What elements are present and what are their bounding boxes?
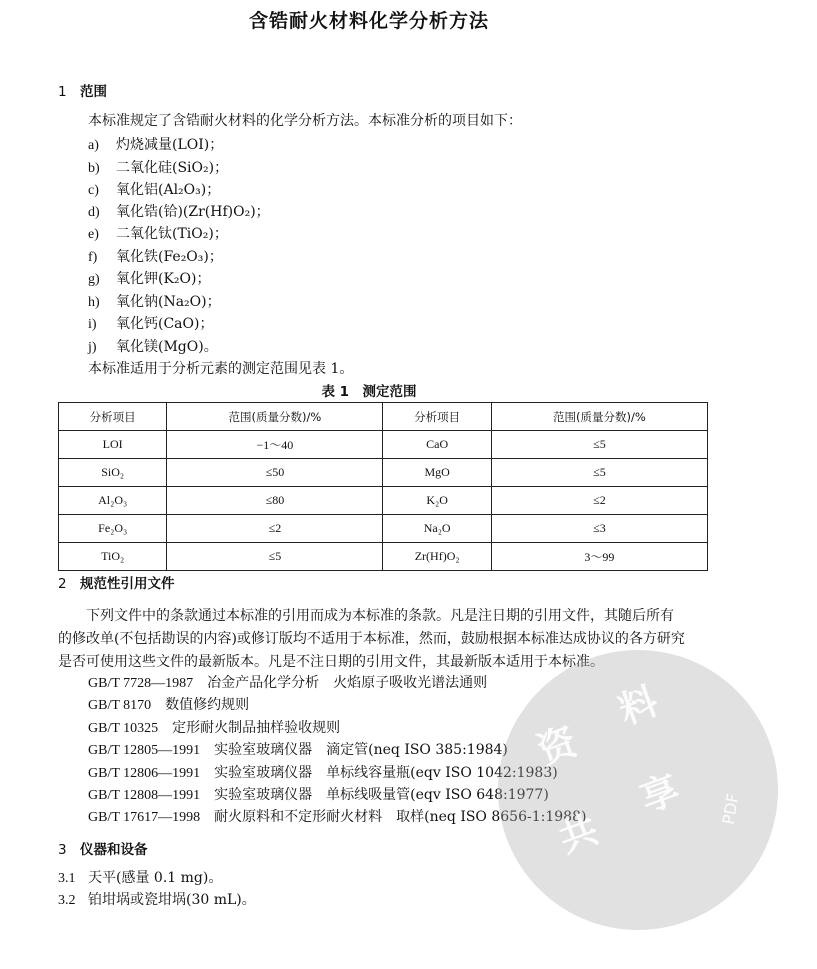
table-cell: SiO₂ xyxy=(59,459,167,487)
table-cell: K₂O xyxy=(383,487,491,515)
reference-item: GB/T 12806—1991 实验室玻璃仪器 单标线容量瓶(eqv ISO 1042:1983) xyxy=(88,765,558,781)
reference-item: GB/T 8170 数值修约规则 xyxy=(88,697,250,713)
table-cell: MgO xyxy=(383,459,491,487)
section-title: 规范性引用文件 xyxy=(80,576,175,592)
scope-intro: 本标准规定了含锆耐火材料的化学分析方法。本标准分析的项目如下： xyxy=(88,113,522,129)
table-row xyxy=(59,543,708,571)
reference-item: GB/T 10325 定形耐火制品抽样验收规则 xyxy=(88,720,341,736)
analysis-item: d) 氧化锆(铪)(Zr(Hf)O₂)； xyxy=(88,204,270,220)
table-cell: Na₂O xyxy=(383,515,491,543)
table-cell: ≤3 xyxy=(491,515,707,543)
analysis-item: b) 二氧化硅(SiO₂)； xyxy=(88,160,229,176)
analysis-item: j) 氧化镁(MgO)。 xyxy=(88,339,218,355)
analysis-item: c) 氧化铝(Al₂O₃)； xyxy=(88,182,221,198)
reference-item: GB/T 12805—1991 实验室玻璃仪器 滴定管(neq ISO 385:1984) xyxy=(88,742,508,758)
paragraph-line: 下列文件中的条款通过本标准的引用而成为本标准的条款。凡是注日期的引用文件，其随后所有 xyxy=(58,608,674,624)
analysis-item: g) 氧化钾(K₂O)； xyxy=(88,271,211,287)
document-title: 含锆耐火材料化学分析方法 xyxy=(248,10,489,32)
section-number: 3 xyxy=(58,842,67,858)
analysis-item: i) 氧化钙(CaO)； xyxy=(88,316,214,332)
column-header: 分析项目 xyxy=(383,403,491,431)
table-cell: Zr(Hf)O₂ xyxy=(383,543,491,571)
analysis-item: a) 灼烧减量(LOI)； xyxy=(88,137,224,153)
table-cell: Fe₂O₃ xyxy=(59,515,167,543)
table-cell: ≤2 xyxy=(491,487,707,515)
table-cell: TiO₂ xyxy=(59,543,167,571)
table-cell: ≤5 xyxy=(491,431,707,459)
paragraph-line: 是否可使用这些文件的最新版本。凡是不注日期的引用文件，其最新版本适用于本标准。 xyxy=(58,654,604,670)
range-table xyxy=(58,402,708,571)
table-cell: 3～99 xyxy=(491,543,707,571)
table-cell: −1～40 xyxy=(167,431,383,459)
table-cell: ≤5 xyxy=(167,543,383,571)
section-number: 1 xyxy=(58,84,67,100)
column-header: 范围(质量分数)/% xyxy=(491,403,707,431)
section-1-heading xyxy=(58,80,107,100)
section-title: 范围 xyxy=(80,84,107,100)
applicability-note: 本标准适用于分析元素的测定范围见表 1。 xyxy=(88,361,354,377)
paragraph-line: 的修改单(不包括勘误的内容)或修订版均不适用于本标准，然而，鼓励根据本标准达成协议的各方研究 xyxy=(58,631,685,647)
section-2-heading xyxy=(58,572,175,592)
table-row xyxy=(59,487,708,515)
section-3-heading xyxy=(58,838,148,858)
table-header-row xyxy=(59,403,708,431)
analysis-item: e) 二氧化钛(TiO₂)； xyxy=(88,226,228,242)
table-cell: Al₂O₃ xyxy=(59,487,167,515)
analysis-item: h) 氧化钠(Na₂O)； xyxy=(88,294,221,310)
equipment-item: 3.2 铂坩埚或瓷坩埚(30 mL)。 xyxy=(58,892,256,908)
table-cell: ≤2 xyxy=(167,515,383,543)
analysis-item: f) 氧化铁(Fe₂O₃)； xyxy=(88,249,223,265)
reference-item: GB/T 17617—1998 耐火原料和不定形耐火材料 取样(neq ISO 8656-1:1988) xyxy=(88,809,587,825)
table-cell: ≤50 xyxy=(167,459,383,487)
table-cell: ≤5 xyxy=(491,459,707,487)
watermark-stamp: 资 料 共 享 PDF xyxy=(459,611,817,969)
reference-item: GB/T 12808—1991 实验室玻璃仪器 单标线吸量管(eqv ISO 648:1977) xyxy=(88,787,549,803)
table-row xyxy=(59,459,708,487)
table-cell: LOI xyxy=(59,431,167,459)
table-row xyxy=(59,431,708,459)
equipment-item: 3.1 天平(感量 0.1 mg)。 xyxy=(58,870,223,886)
reference-item: GB/T 7728—1987 冶金产品化学分析 火焰原子吸收光谱法通则 xyxy=(88,675,488,691)
table-caption: 表 1 测定范围 xyxy=(321,384,417,400)
section-number: 2 xyxy=(58,576,67,592)
column-header: 分析项目 xyxy=(59,403,167,431)
table-cell: ≤80 xyxy=(167,487,383,515)
table-cell: CaO xyxy=(383,431,491,459)
section-title: 仪器和设备 xyxy=(80,842,148,858)
column-header: 范围(质量分数)/% xyxy=(167,403,383,431)
table-row xyxy=(59,515,708,543)
